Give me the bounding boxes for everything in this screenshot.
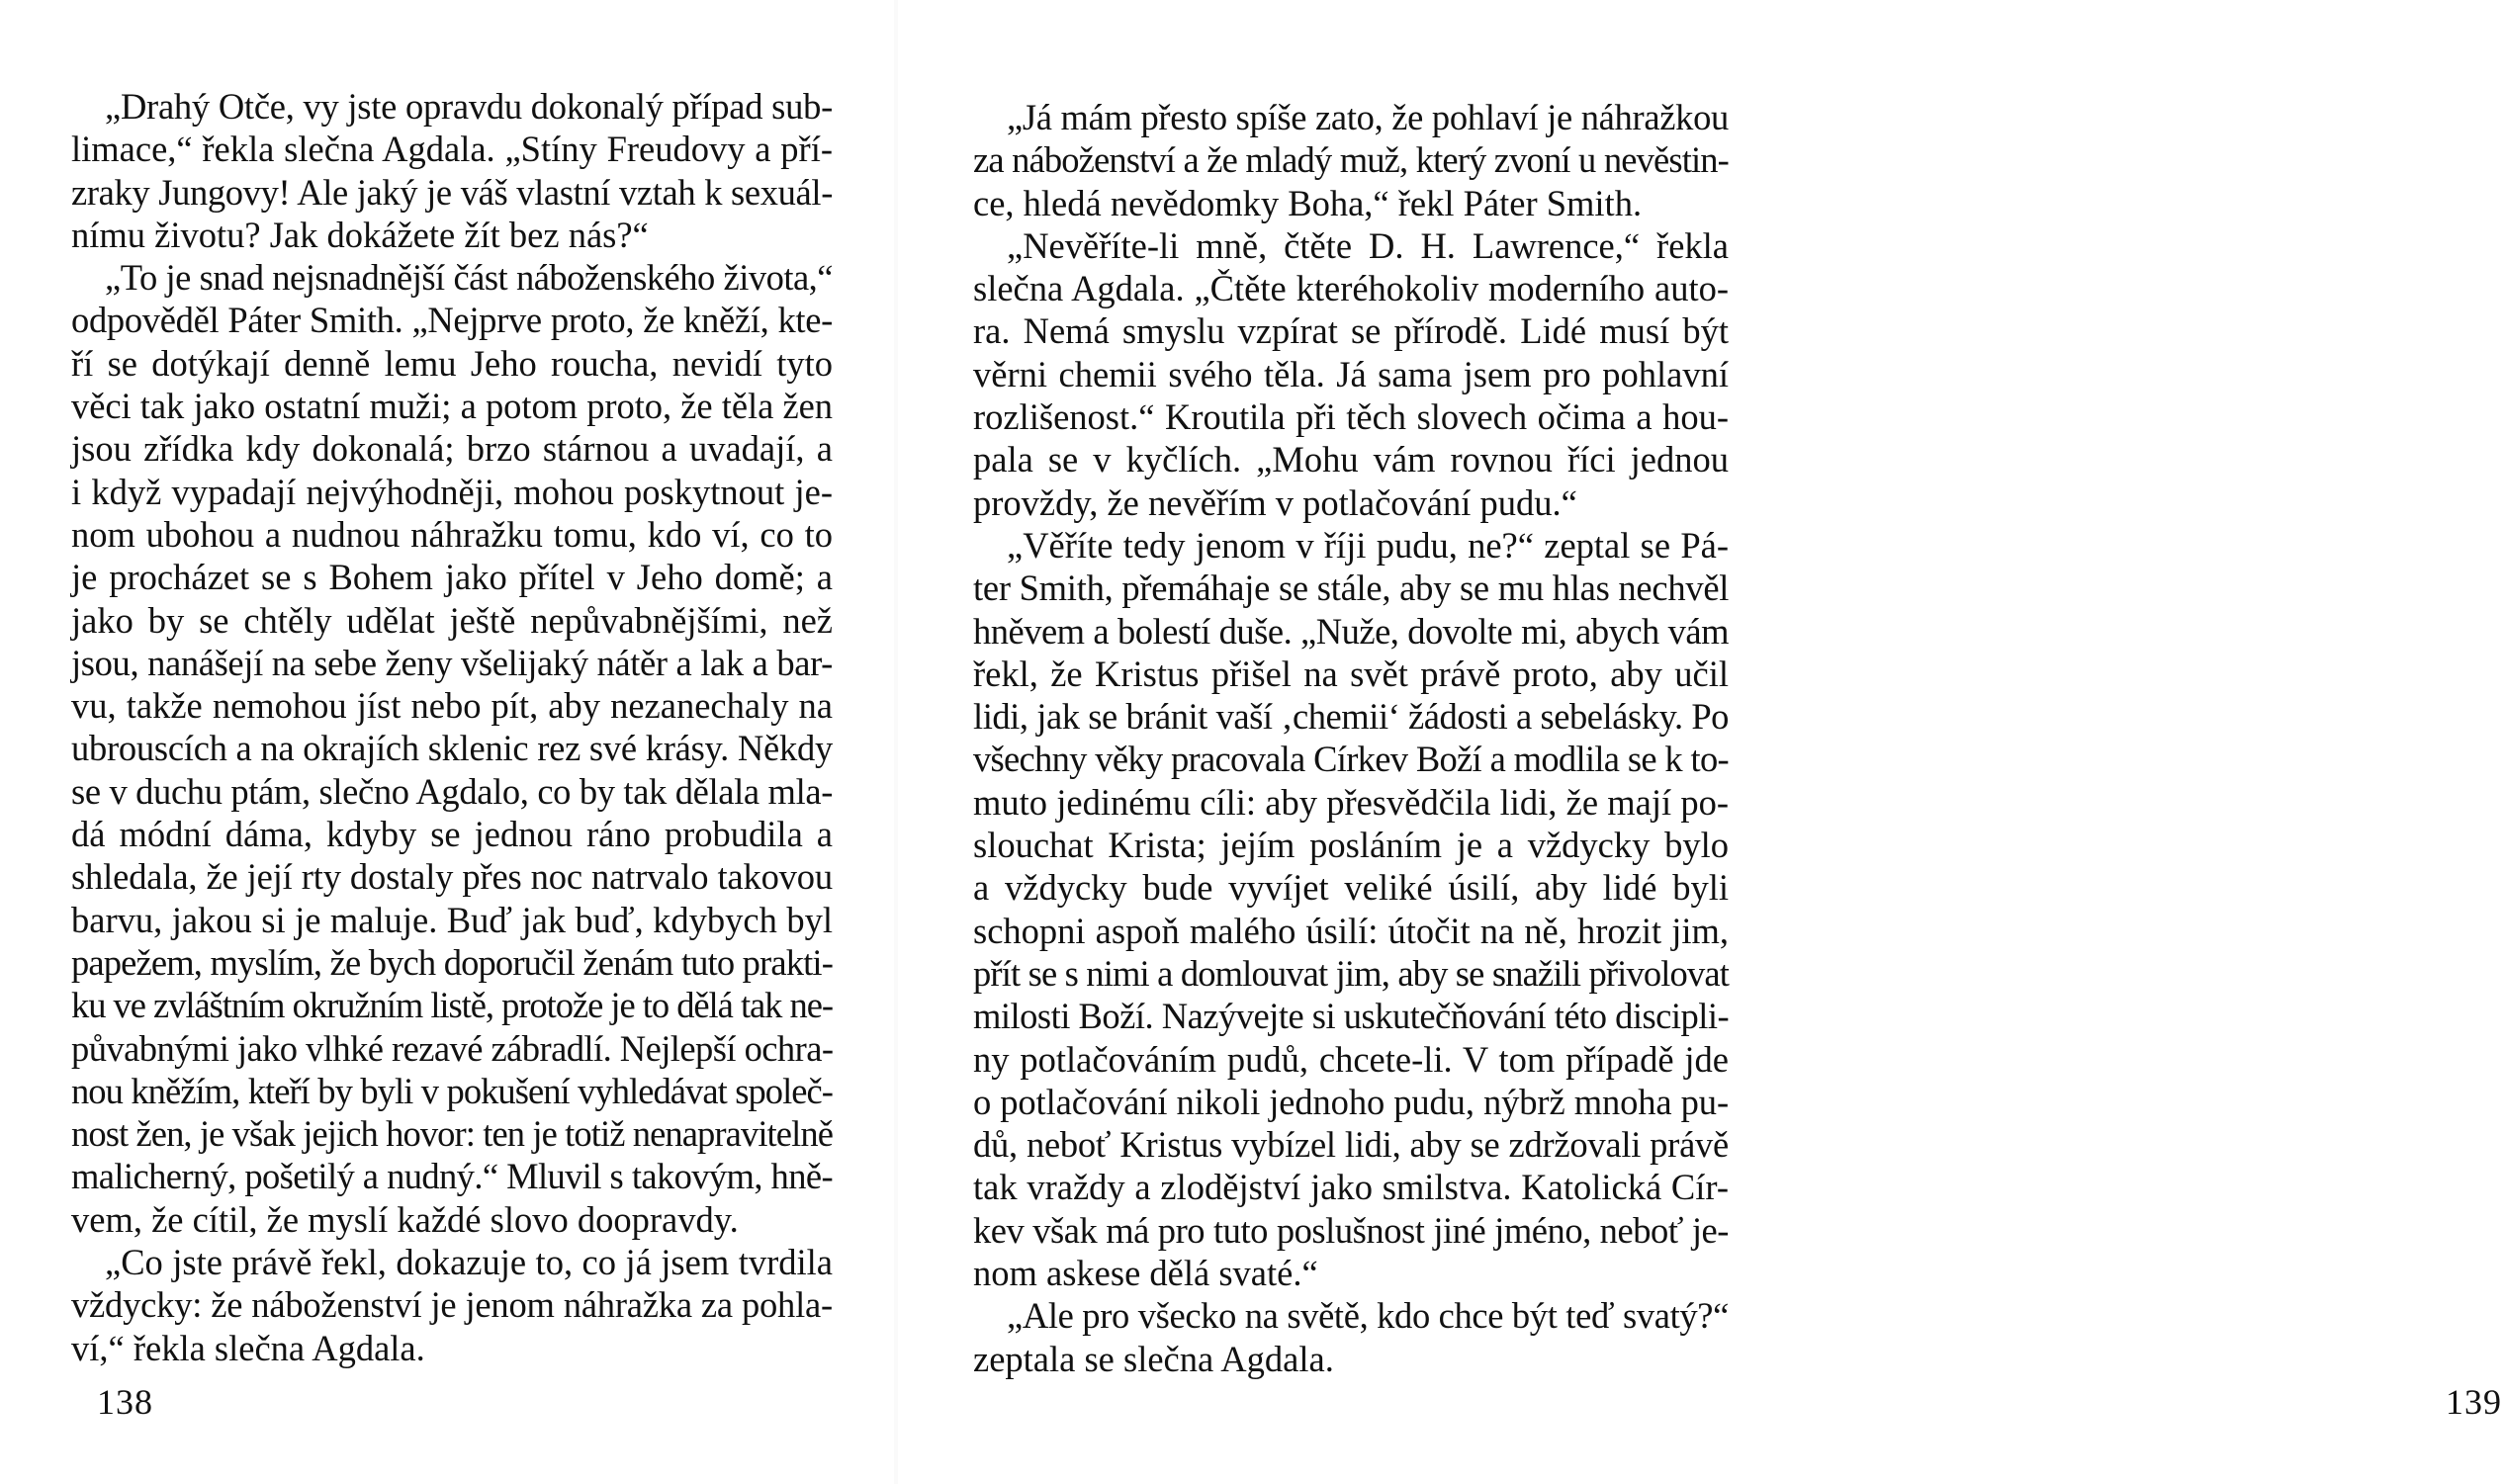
text-line: ter Smith, přemáhaje se stále, aby se mu hlas nechvěl xyxy=(973,567,1730,609)
text-line: muto jedinému cíli: aby přesvědčila lidi, že mají po- xyxy=(973,781,1729,823)
text-line: ví,“ řekla slečna Agdala. xyxy=(71,1327,425,1368)
text-line: ku ve zvláštním okružním listě, protože je to dělá tak ne- xyxy=(71,985,833,1026)
text-line: papežem, myslím, že bych doporučil ženám tuto prakti- xyxy=(71,941,833,983)
left-page xyxy=(0,0,896,1484)
text-line: nom askese dělá svaté.“ xyxy=(973,1253,1318,1294)
text-line: o potlačování nikoli jednoho pudu, nýbrž mnoha pu- xyxy=(973,1081,1729,1122)
text-line: „Věříte tedy jenom v říji pudu, ne?“ zeptal se Pá- xyxy=(1007,524,1729,566)
text-line: nost žen, je však jejich hovor: ten je totiž nenapravitelně xyxy=(71,1113,833,1155)
right-page-text xyxy=(973,96,1729,1380)
left-page-text xyxy=(71,85,833,1369)
text-line: řekl, že Kristus přišel na svět právě proto, aby učil xyxy=(973,653,1729,694)
text-line: nímu životu? Jak dokážete žít bez nás?“ xyxy=(71,214,649,255)
text-line: věci tak jako ostatní muži; a potom proto, že těla žen xyxy=(71,386,833,427)
text-line: rozlišenost.“ Kroutila při těch slovech očima a hou- xyxy=(973,396,1729,438)
text-line: se v duchu ptám, slečno Agdalo, co by tak dělala mla- xyxy=(71,770,834,812)
text-line: slouchat Krista; jejím posláním je a vždycky bylo xyxy=(973,825,1729,866)
text-line: dů, neboť Kristus vybízel lidi, aby se zdržovali právě xyxy=(973,1124,1729,1166)
text-line: schopni aspoň malého úsilí: útočit na ně, hrozit jim, xyxy=(973,910,1729,951)
text-line: ří se dotýkají denně lemu Jeho roucha, nevidí tyto xyxy=(71,342,833,384)
text-line: i když vypadají nejvýhodněji, mohou poskytnout je- xyxy=(71,471,833,512)
text-line: jako by se chtěly udělat ještě nepůvabnějšími, než xyxy=(71,599,833,641)
text-line: „Já mám přesto spíše zato, že pohlaví je náhražkou xyxy=(1007,97,1729,137)
text-line: „To je snad nejsnadnější část náboženského života,“ xyxy=(105,257,833,299)
text-line: půvabnými jako vlhké rezavé zábradlí. Nejlepší ochra- xyxy=(71,1027,834,1069)
text-line: přít se s nimi a domlouvat jim, aby se snažili přivolovat xyxy=(973,952,1729,994)
text-line: pala se v kyčlích. „Mohu vám rovnou říci jednou xyxy=(973,439,1729,480)
text-line: jsou zřídka kdy dokonalá; brzo stárnou a uvadají, a xyxy=(71,428,833,470)
text-line: ce, hledá nevědomky Boha,“ řekl Páter Smith. xyxy=(973,182,1643,223)
text-line: ny potlačováním pudů, chcete-li. V tom případě jde xyxy=(973,1038,1729,1080)
text-line: limace,“ řekla slečna Agdala. „Stíny Freudovy a pří- xyxy=(71,129,833,170)
text-line: vždycky: že náboženství je jenom náhražka za pohla- xyxy=(71,1284,833,1326)
text-line: zraky Jungovy! Ale jaký je váš vlastní vztah k sexuál- xyxy=(71,171,833,213)
text-line: slečna Agdala. „Čtěte kteréhokoliv moderního auto- xyxy=(973,268,1729,309)
text-line: provždy, že nevěřím v potlačování pudu.“ xyxy=(973,481,1577,523)
text-line: odpověděl Páter Smith. „Nejprve proto, že kněží, kte- xyxy=(71,300,833,341)
text-line: vu, takže nemohou jíst nebo pít, aby nezanechaly na xyxy=(71,685,833,727)
text-line: barvu, jakou si je maluje. Buď jak buď, kdybych byl xyxy=(71,899,833,940)
page-number: 139 xyxy=(2446,1382,2502,1422)
text-line: za náboženství a že mladý muž, který zvoní u nevěstin- xyxy=(973,139,1729,181)
text-line: „Drahý Otče, vy jste opravdu dokonalý případ sub- xyxy=(105,86,833,127)
text-line: lidi, jak se bránit vaší ‚chemii‘ žádosti a sebelásky. Po xyxy=(973,696,1729,738)
text-line: nou kněžím, kteří by byli v pokušení vyhledávat společ- xyxy=(71,1070,833,1111)
right-page xyxy=(896,0,2502,1484)
text-line: shledala, že její rty dostaly přes noc natrvalo takovou xyxy=(71,856,833,898)
text-line: všechny věky pracovala Církev Boží a modlila se k to- xyxy=(973,739,1729,780)
text-line: milosti Boží. Nazývejte si uskutečňování této discipli- xyxy=(973,996,1730,1037)
text-line: ra. Nemá smyslu vzpírat se přírodě. Lidé musí být xyxy=(973,310,1729,352)
text-line: hněvem a bolestí duše. „Nuže, dovolte mi, abych vám xyxy=(973,610,1729,652)
text-line: věrni chemii svého těla. Já sama jsem pro pohlavní xyxy=(973,353,1729,394)
text-line: malicherný, pošetilý a nudný.“ Mluvil s takovým, hně- xyxy=(71,1156,833,1197)
text-line: zeptala se slečna Agdala. xyxy=(973,1338,1334,1379)
text-line: vem, že cítil, že myslí každé slovo doopravdy. xyxy=(71,1198,739,1240)
text-line: kev však má pro tuto poslušnost jiné jméno, neboť je- xyxy=(973,1209,1729,1251)
text-line: nom ubohou a nudnou náhražku tomu, kdo ví, co to xyxy=(71,513,833,555)
text-line: „Ale pro všecko na světě, kdo chce být teď svatý?“ xyxy=(1007,1295,1729,1337)
text-line: a vždycky bude vyvíjet veliké úsilí, aby lidé byli xyxy=(973,867,1729,909)
text-line: dá módní dáma, kdyby se jednou ráno probudila a xyxy=(71,814,833,855)
text-line: jsou, nanášejí na sebe ženy všelijaký nátěr a lak a bar- xyxy=(71,642,833,683)
text-line: „Co jste právě řekl, dokazuje to, co já jsem tvrdila xyxy=(105,1242,833,1283)
text-line: je procházet se s Bohem jako přítel v Jeho domě; a xyxy=(71,557,833,598)
page-number: 138 xyxy=(97,1382,153,1422)
text-line: ubrouscích a na okrajích sklenic rez své krásy. Někdy xyxy=(71,728,833,769)
text-line: tak vraždy a zlodějství jako smilstva. Katolická Cír- xyxy=(973,1167,1729,1208)
text-line: „Nevěříte-li mně, čtěte D. H. Lawrence,“ řekla xyxy=(1007,224,1729,266)
